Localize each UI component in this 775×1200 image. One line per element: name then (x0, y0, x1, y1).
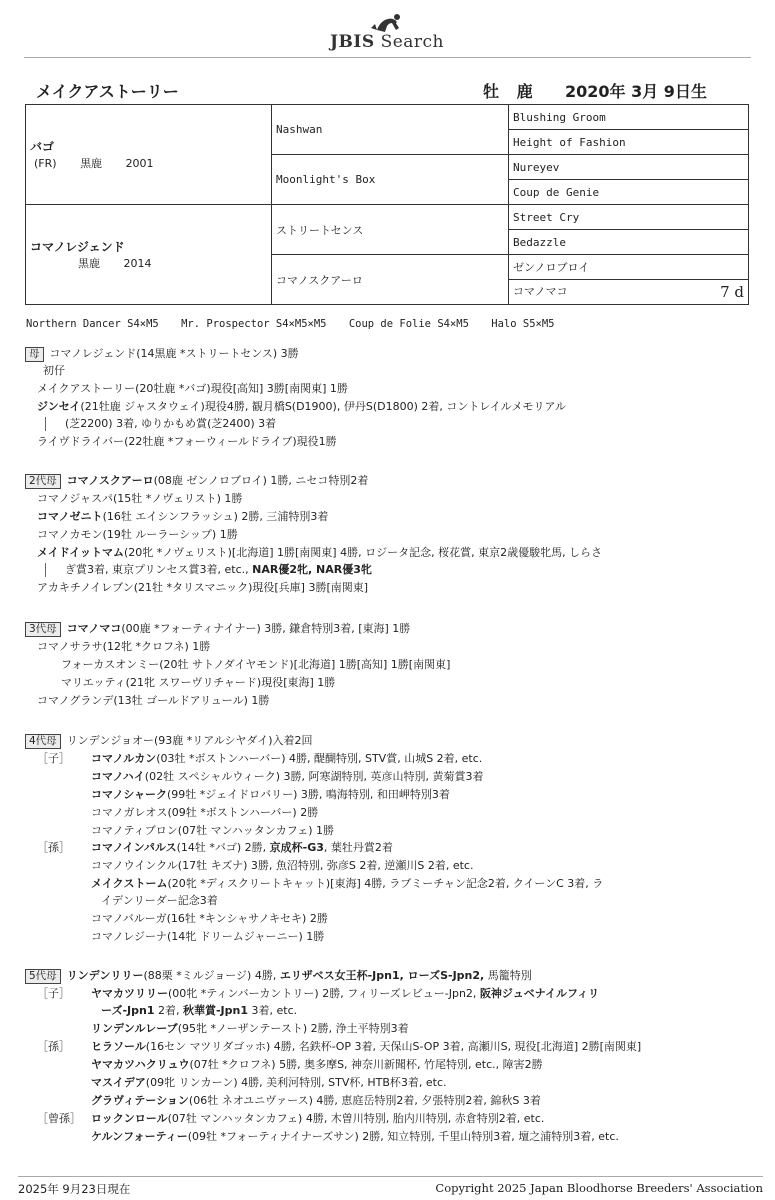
family-line: コマノガレオス(09牡 *ボストンハーバー) 2勝 (91, 806, 319, 819)
site-logo[interactable] (0, 6, 775, 54)
dam-year: 2014 (123, 257, 152, 270)
pedigree-gen3-item[interactable]: Bedazzle (509, 230, 749, 255)
family-line: 2代母 コマノスクアーロ(08鹿 ゼンノロブロイ) 1勝, ニセコ特別2着 (25, 473, 368, 489)
sire-cell (26, 105, 272, 205)
family-line: ーズ-Jpn1 2着, 秋華賞-Jpn1 3着, etc. (101, 1004, 298, 1017)
inbreeding-item: Coup de Folie S4×M5 (348, 318, 469, 330)
top-divider (24, 57, 751, 58)
family-line: コマノティブロン(07牡 マンハッタンカフェ) 1勝 (91, 824, 335, 837)
family-line: ヤマカツハクリュウ(07牡 *クロフネ) 5勝, 奥多摩S, 神奈川新聞杯, 竹尾特別, etc., 障害2勝 (91, 1058, 543, 1071)
family-line: コマノシャーク(99牡 *ジェイドロバリー) 3勝, 鳴海特別, 和田岬特別3着 (91, 788, 450, 801)
horse-birth-date: 2020年 3月 9日生 (565, 82, 707, 101)
family-line: アカキチノイレブン(21牡 *タリスマニック)現役[兵庫] 3勝[南関東] (37, 581, 369, 594)
family-line: ヒラソール(16セン マツリダゴッホ) 4勝, 名鉄杯-OP 3着, 天保山S-OP 3着, 高瀬川S, 現役[北海道] 2勝[南関東] (91, 1040, 642, 1053)
pedigree-gen2-item[interactable]: Moonlight's Box (272, 155, 509, 205)
inbreeding-item: Halo S5×M5 (491, 318, 555, 330)
family-line: 3代母 コマノマコ(00鹿 *フォーティナイナー) 3勝, 鎌倉特別3着, [東海] 1勝 (25, 621, 410, 637)
relation-label: ［孫］ (37, 1040, 70, 1053)
section-tag: 4代母 (25, 734, 61, 749)
pedigree-gen3-item[interactable]: Street Cry (509, 205, 749, 230)
pedigree-gen2-item[interactable]: Nashwan (272, 105, 509, 155)
family-line: コマノウインクル(17牡 キズナ) 3勝, 魚沼特別, 弥彦S 2着, 逆瀬川S 2着, etc. (91, 859, 474, 872)
relation-label: ［孫］ (37, 841, 70, 854)
dam-cell (26, 205, 272, 305)
family-line: メイクアストーリー(20牡鹿 *バゴ)現役[高知] 3勝[南関東] 1勝 (37, 382, 348, 395)
relation-label: ［曾孫］ (37, 1112, 81, 1125)
family-line: コマノバルーガ(16牡 *キンシャサノキセキ) 2勝 (91, 912, 328, 925)
family-line: ロックンロール(07牡 マンハッタンカフェ) 4勝, 木曽川特別, 胎内川特別, 赤倉特別2着, etc. (91, 1112, 545, 1125)
family-line: 初仔 (43, 364, 65, 377)
inbreeding-item: Mr. Prospector S4×M5×M5 (181, 318, 327, 330)
pedigree-gen3-last (509, 280, 749, 305)
section-tag: 5代母 (25, 969, 61, 984)
family-line: コマノジャスパ(15牡 *ノヴェリスト) 1勝 (37, 492, 243, 505)
family-code: 7 d (720, 283, 744, 301)
family-line: コマノハイ(02牡 スペシャルウィーク) 3勝, 阿寒湖特別, 英彦山特別, 黄菊賞3着 (91, 770, 484, 783)
pedigree-gen3-item[interactable]: Nureyev (509, 155, 749, 180)
family-line: マリエッティ(21牝 スワーヴリチャード)現役[東海] 1勝 (61, 676, 336, 689)
horse-name: メイクアストーリー (36, 82, 179, 101)
family-line: 母 コマノレジェンド(14黒鹿 *ストリートセンス) 3勝 (25, 346, 299, 362)
footer-divider (18, 1176, 763, 1177)
sire-country: (FR) (34, 157, 57, 170)
family-line: コマノグランデ(13牡 ゴールドアリュール) 1勝 (37, 694, 270, 707)
family-line: コマノカモン(19牡 ルーラーシップ) 1勝 (37, 528, 238, 541)
family-line: コマノインパルス(14牡 *バゴ) 2勝, 京成杯-G3, 葉牡丹賞2着 (91, 841, 393, 854)
family-line: ヤマカツリリー(00牝 *ティンバーカントリー) 2勝, フィリーズレビュー-Jpn2, 阪神ジュベナイルフィリ (91, 987, 600, 1000)
family-line: コマノレジーナ(14牝 ドリームジャーニー) 1勝 (91, 930, 325, 943)
section-tag: 3代母 (25, 622, 61, 637)
continuation-bar (45, 417, 46, 431)
family-line: コマノサラサ(12牝 *クロフネ) 1勝 (37, 640, 211, 653)
pedigree-gen3-item[interactable]: コマノマコ (513, 285, 568, 298)
pedigree-gen2-item[interactable]: コマノスクアーロ (272, 255, 509, 305)
family-line: ケルンフォーティー(09牡 *フォーティナイナーズサン) 2勝, 知立特別, 千里山特別3着, 壇之浦特別3着, etc. (91, 1130, 619, 1143)
family-line: ジンセイ(21牡鹿 ジャスタウェイ)現役4勝, 観月橋S(D1900), 伊丹S(D1800) 2着, コントレイルメモリアル (37, 400, 567, 413)
pedigree-table (25, 104, 749, 305)
family-line: (芝2200) 3着, ゆりかもめ賞(芝2400) 3着 (65, 417, 277, 430)
sire-year: 2001 (125, 157, 154, 170)
sire-color: 黒鹿 (80, 157, 103, 170)
continuation-bar (45, 563, 46, 577)
pedigree-gen3-item[interactable]: Height of Fashion (509, 130, 749, 155)
relation-label: ［子］ (37, 987, 70, 1000)
family-line: ライヴドライバー(22牡鹿 *フォーウィールドライブ)現役1勝 (37, 435, 337, 448)
family-line: マスイデア(09牝 リンカーン) 4勝, 美利河特別, STV杯, HTB杯3着, etc. (91, 1076, 447, 1089)
family-line: 4代母 リンデンジョオー(93鹿 *リアルシヤダイ)入着2回 (25, 733, 313, 749)
pedigree-gen3-item[interactable]: ゼンノロブロイ (509, 255, 749, 280)
family-line: ぎ賞3着, 東京プリンセス賞3着, etc., NAR優2牝, NAR優3牝 (65, 563, 372, 576)
pedigree-gen3-item[interactable]: Coup de Genie (509, 180, 749, 205)
family-line: フォーカスオンミー(20牡 サトノダイヤモンド)[北海道] 1勝[高知] 1勝[南関東] (61, 658, 451, 671)
pedigree-gen2-item[interactable]: ストリートセンス (272, 205, 509, 255)
as-of-date: 2025年 9月23日現在 (18, 1182, 131, 1196)
logo-text: JBIS Search (330, 32, 445, 52)
section-tag: 母 (25, 347, 44, 362)
horse-header (28, 79, 749, 101)
sire-name[interactable]: バゴ (30, 140, 55, 154)
family-line: 5代母 リンデンリリー(88栗 *ミルジョージ) 4勝, エリザベス女王杯-Jpn1, ローズS-Jpn2, 馬籠特別 (25, 968, 532, 984)
copyright: Copyright 2025 Japan Bloodhorse Breeders' Association (435, 1181, 763, 1195)
section-tag: 2代母 (25, 474, 61, 489)
family-line: メイドイットマム(20牝 *ノヴェリスト)[北海道] 1勝[南関東] 4勝, ロジータ記念, 桜花賞, 東京2歳優駿牝馬, しらさ (37, 546, 603, 559)
family-line: コマノゼニト(16牡 エイシンフラッシュ) 2勝, 三浦特別3着 (37, 510, 329, 523)
inbreeding-item: Northern Dancer S4×M5 (26, 318, 159, 330)
family-line: リンデンルレーブ(95牝 *ノーザンテースト) 2勝, 浄土平特別3着 (91, 1022, 409, 1035)
dam-color: 黒鹿 (78, 257, 100, 270)
dam-name[interactable]: コマノレジェンド (30, 240, 125, 254)
inbreeding-line (26, 318, 570, 330)
family-line: コマノルカン(03牡 *ボストンハーバー) 4勝, 醍醐特別, STV賞, 山城S 2着, etc. (91, 752, 483, 765)
horse-sex-color: 牡 鹿 (483, 82, 539, 101)
family-line: イデンリーダー記念3着 (101, 894, 218, 907)
relation-label: ［子］ (37, 752, 70, 765)
family-line: メイクストーム(20牝 *ディスクリートキャット)[東海] 4勝, ラブミーチャン記念2着, クイーンC 3着, ラ (91, 877, 604, 890)
family-line: グラヴィテーション(06牡 ネオユニヴァース) 4勝, 恵庭岳特別2着, 夕張特別2着, 錦秋S 3着 (91, 1094, 541, 1107)
pedigree-gen3-item[interactable]: Blushing Groom (509, 105, 749, 130)
